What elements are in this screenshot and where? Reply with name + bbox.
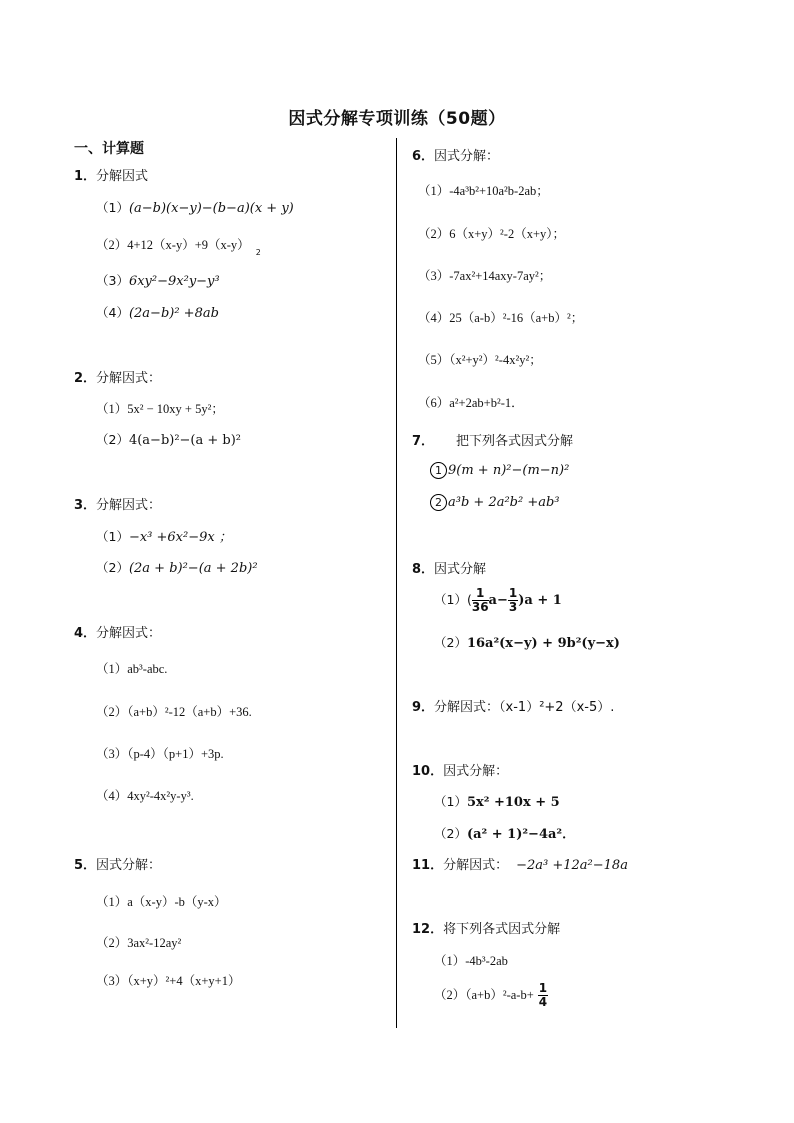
q3-item-2	[96, 558, 258, 576]
math-expression: −x³ +6x²−9x ；	[128, 530, 232, 545]
q5-item-2: （2）3ax²-12ay²	[96, 936, 182, 950]
math-expression: −2a³ +12a²−18a	[516, 858, 628, 873]
q8-item-2	[434, 633, 620, 651]
q2-item-1: （1）5x² − 10xy + 5y²；	[96, 402, 224, 416]
item-text: （2）（a+b）²-a-b+	[434, 988, 534, 1002]
q1-item-2	[96, 235, 261, 257]
question-label: 分解因式：	[96, 371, 162, 386]
question-label: 因式分解：	[434, 149, 500, 164]
fraction	[472, 587, 489, 614]
item-prefix: （2）	[434, 635, 467, 650]
question-label: 将下列各式因式分解	[443, 922, 561, 937]
math-expression: (2a + b)²−(a + 2b)²	[128, 561, 258, 576]
question-number: 10．	[412, 764, 444, 779]
math-expression: )a + 1	[518, 593, 562, 608]
page-title: 因式分解专项训练（50题）	[288, 109, 506, 129]
math-expression: (a² + 1)²−4a²．	[466, 827, 576, 842]
item-prefix: （2）	[434, 826, 467, 841]
q4-item-3: （3）（p-4）（p+1）+3p.	[96, 747, 224, 761]
q6-item-2: （2）6（x+y）²-2（x+y）；	[418, 227, 566, 241]
q5-item-1: （1）a（x-y）-b（y-x）	[96, 895, 227, 909]
question-12	[412, 918, 560, 937]
q6-item-6: （6）a²+2ab+b²-1．	[418, 396, 524, 410]
q6-item-4: （4）25（a-b）²-16（a+b）²；	[418, 311, 584, 325]
item-prefix: （4）	[96, 305, 129, 320]
question-number: 8．	[412, 562, 435, 577]
question-number: 1．	[74, 169, 97, 184]
q1-item-3	[96, 271, 220, 289]
section-heading: 一、计算题	[74, 141, 144, 157]
q7-item-1	[430, 462, 569, 479]
math-expression: 16a²(x−y) + 9b²(y−x)	[466, 636, 620, 651]
fraction	[508, 587, 518, 614]
q8-item-1	[434, 587, 562, 614]
math-expression: 4(a−b)²−(a + b)²	[128, 433, 242, 448]
question-number: 6．	[412, 149, 435, 164]
q12-item-1: （1）-4b³-2ab	[434, 954, 508, 968]
q4-item-1: （1）ab³-abc.	[96, 662, 168, 676]
math-expression: a³b + 2a²b² +ab³	[448, 495, 560, 510]
fraction-denominator: 4	[538, 995, 548, 1009]
question-7	[412, 430, 573, 449]
q6-item-5: （5）（x²+y²）²-4x²y²；	[418, 353, 542, 367]
math-expression: 5x² +10x + 5	[466, 795, 560, 810]
q12-item-2	[434, 982, 548, 1009]
item-prefix: （1）	[96, 200, 129, 215]
q7-item-2	[430, 494, 560, 511]
q6-item-3: （3）-7ax²+14axy-7ay²；	[418, 269, 552, 283]
question-10	[412, 760, 508, 779]
question-label: 分解因式	[96, 169, 149, 184]
question-label: 分解因式：	[96, 626, 162, 641]
question-number: 5．	[74, 858, 97, 873]
q4-item-2: （2）（a+b）²-12（a+b）+36.	[96, 705, 252, 719]
question-label: 因式分解：	[96, 858, 162, 873]
question-5	[74, 854, 161, 873]
question-9	[412, 696, 614, 715]
math-expression: (a−b)(x−y)−(b−a)(x + y)	[128, 201, 294, 216]
question-6	[412, 145, 499, 164]
circled-number-icon: 2	[430, 494, 447, 511]
q10-item-1	[434, 792, 560, 810]
item-prefix: （1）	[434, 794, 467, 809]
q2-item-2	[96, 430, 241, 448]
question-8	[412, 558, 486, 577]
q3-item-1	[96, 526, 232, 545]
q10-item-2	[434, 823, 575, 842]
item-prefix: （2）	[96, 432, 129, 447]
q6-item-1: （1）-4a³b²+10a²b-2ab；	[418, 184, 549, 198]
item-text: （2）4+12（x-y）+9（x-y）	[96, 238, 250, 252]
fraction-numerator: 1	[508, 586, 518, 600]
exponent: 2	[255, 248, 261, 257]
question-label: 因式分解	[434, 562, 487, 577]
question-11	[412, 854, 628, 873]
question-number: 12．	[412, 922, 444, 937]
math-expression: 9(m + n)²−(m−n)²	[448, 463, 570, 478]
question-label: 分解因式：	[96, 498, 162, 513]
question-4	[74, 622, 161, 641]
question-number: 3．	[74, 498, 97, 513]
question-label: 把下列各式因式分解	[456, 434, 574, 449]
fraction-denominator: 3	[508, 600, 518, 614]
fraction-numerator: 1	[538, 981, 548, 995]
question-label: 分解因式：（x-1）²+2（x-5）.	[434, 700, 615, 715]
question-number: 11．	[412, 858, 444, 873]
question-number: 9．	[412, 700, 435, 715]
question-1	[74, 165, 148, 184]
q1-item-4	[96, 303, 219, 321]
item-prefix: （1）(	[434, 592, 472, 607]
question-number: 7．	[412, 434, 435, 449]
fraction-numerator: 1	[472, 587, 489, 601]
question-3	[74, 494, 161, 513]
q1-item-1	[96, 198, 294, 216]
item-prefix: （2）	[96, 560, 129, 575]
question-number: 2．	[74, 371, 97, 386]
math-expression: (2a−b)² +8ab	[128, 306, 219, 321]
math-expression: a−	[488, 593, 508, 608]
question-number: 4．	[74, 626, 97, 641]
question-label: 分解因式：	[443, 858, 509, 873]
item-prefix: （1）	[96, 529, 129, 544]
math-expression: 6xy²−9x²y−y³	[128, 274, 220, 289]
q4-item-4: （4）4xy²-4x²y-y³.	[96, 789, 194, 803]
question-2	[74, 367, 161, 386]
column-divider	[396, 138, 397, 1028]
item-prefix: （3）	[96, 273, 129, 288]
fraction	[538, 982, 548, 1009]
q5-item-3: （3）（x+y）²+4（x+y+1）	[96, 974, 241, 988]
fraction-denominator: 36	[471, 600, 489, 614]
question-label: 因式分解：	[443, 764, 509, 779]
circled-number-icon: 1	[430, 462, 447, 479]
